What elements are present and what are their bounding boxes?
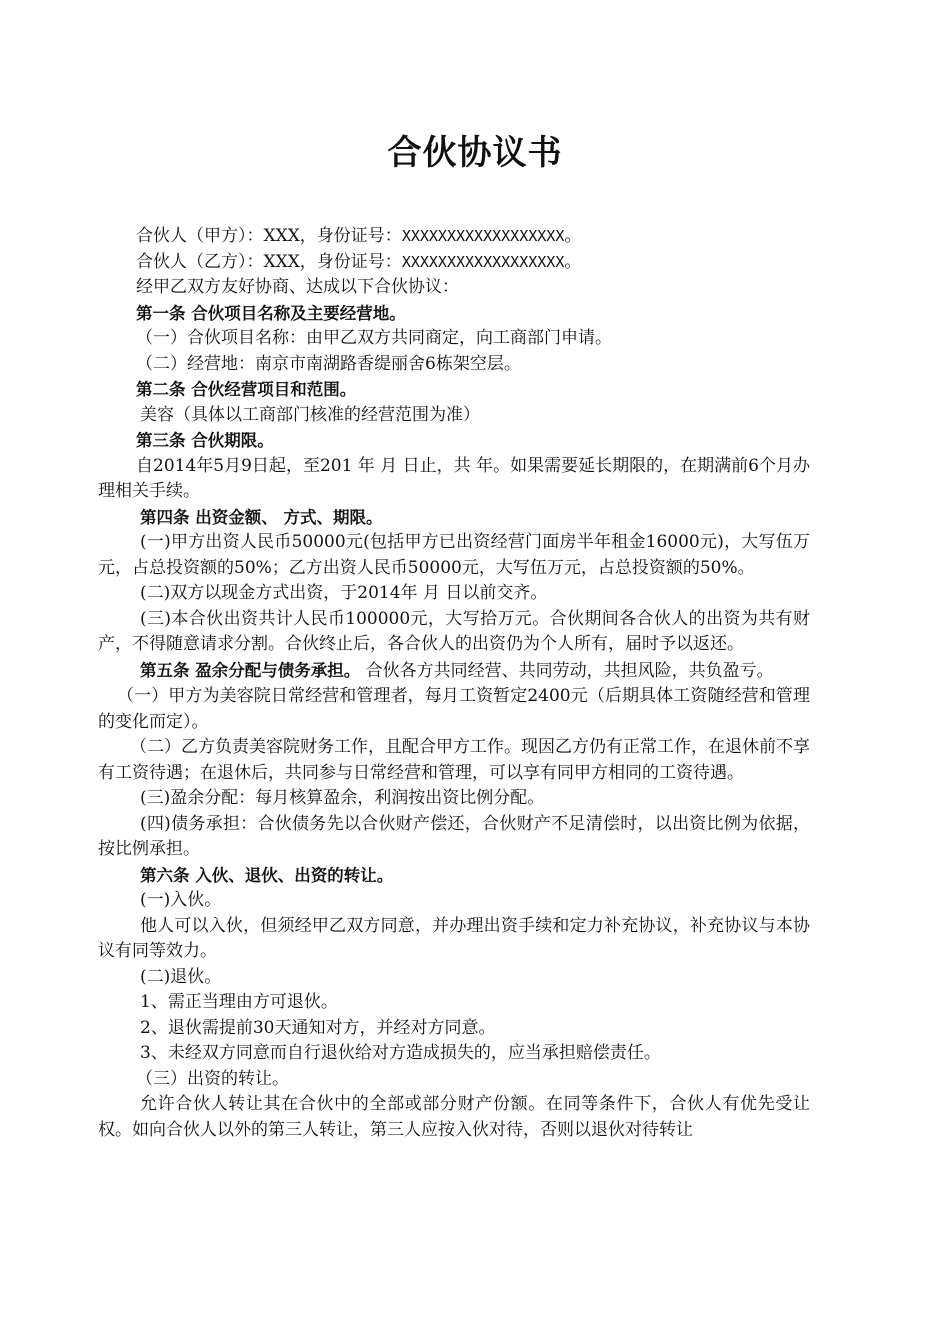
article-4-item: (三)本合伙出资共计人民币100000元，大写拾万元。合伙期间各合伙人的出资为共有财产，不得随意请求分割。合伙终止后，各合伙人的出资仍为个人所有，届时予以返还。 — [98, 608, 810, 654]
article-1-item: （二）经营地：南京市南湖路香缇丽舍6栋架空层。 — [136, 353, 521, 374]
document-title: 合伙协议书 — [387, 133, 563, 173]
article-1-heading: 第一条 合伙项目名称及主要经营地。 — [136, 303, 406, 323]
article-6-transfer-label: （三）出资的转让。 — [136, 1068, 289, 1089]
article-5-heading: 第五条 盈余分配与债务承担。 — [140, 660, 361, 680]
article-4-item: (一)甲方出资人民币50000元(包括甲方已出资经营门面房半年租金16000元)，大写伍万元，占总投资额的50%；乙方出资人民币50000元，大写伍万元，占总投资额的50%。 — [98, 532, 810, 578]
article-6-heading: 第六条 入伙、退伙、出资的转让。 — [140, 865, 394, 885]
article-2-heading: 第二条 合伙经营项目和范围。 — [136, 380, 357, 399]
article-4-item: (二)双方以现金方式出资，于2014年 月 日以前交齐。 — [140, 583, 548, 603]
article-5-lead: 合伙各方共同经营、共同劳动，共担风险，共负盈亏。 — [365, 660, 774, 681]
article-6-exit-item: 1、需正当理由方可退伙。 — [140, 992, 338, 1012]
article-3-text: 自2014年5月9日起，至201 年 月 日止，共 年。如果需要延长期限的，在期满前6个月办理相关手续。 — [98, 455, 810, 501]
article-6-join-label: (一)入伙。 — [140, 890, 222, 910]
intro-line: 经甲乙双方友好协商、达成以下合伙协议： — [136, 277, 459, 297]
article-6-exit-item: 2、退伙需提前30天通知对方，并经对方同意。 — [140, 1017, 496, 1038]
party-a-line: 合伙人（甲方）：XXX，身份证号：XXXXXXXXXXXXXXXXXX。 — [136, 226, 582, 246]
party-b-line: 合伙人（乙方）：XXX，身份证号：XXXXXXXXXXXXXXXXXX。 — [136, 251, 582, 272]
article-5-item: (四)债务承担：合伙债务先以合伙财产偿还，合伙财产不足清偿时，以出资比例为依据，按比例承担。 — [98, 813, 810, 859]
article-6-exit-label: (二)退伙。 — [140, 966, 222, 987]
article-2-text: 美容（具体以工商部门核准的经营范围为准） — [140, 404, 480, 425]
article-3-heading: 第三条 合伙期限。 — [136, 431, 274, 450]
article-5-item: （一）甲方为美容院日常经营和管理者，每月工资暂定2400元（后期具体工资随经营和管理的变化而定）。 — [98, 686, 810, 732]
article-6-transfer-text: 允许合伙人转让其在合伙中的全部或部分财产份额。在同等条件下，合伙人有优先受让权。如向合伙人以外的第三人转让，第三人应按入伙对待，否则以退伙对待转让 — [98, 1094, 810, 1140]
article-5-item: (三)盈余分配：每月核算盈余，利润按出资比例分配。 — [140, 788, 545, 808]
article-4-heading: 第四条 出资金额、 方式、期限。 — [140, 507, 383, 527]
article-1-item: （一）合伙项目名称：由甲乙双方共同商定，向工商部门申请。 — [136, 328, 612, 348]
article-5-paragraph — [98, 658, 810, 685]
document-body — [98, 224, 810, 1143]
article-6-exit-item: 3、未经双方同意而自行退伙给对方造成损失的，应当承担赔偿责任。 — [140, 1043, 661, 1063]
article-6-join-text: 他人可以入伙，但须经甲乙双方同意，并办理出资手续和定力补充协议，补充协议与本协议有同等效力。 — [98, 915, 810, 961]
article-5-item: （二）乙方负责美容院财务工作，且配合甲方工作。现因乙方仍有正常工作，在退休前不享有工资待遇；在退休后，共同参与日常经营和管理，可以享有同甲方相同的工资待遇。 — [98, 737, 810, 783]
